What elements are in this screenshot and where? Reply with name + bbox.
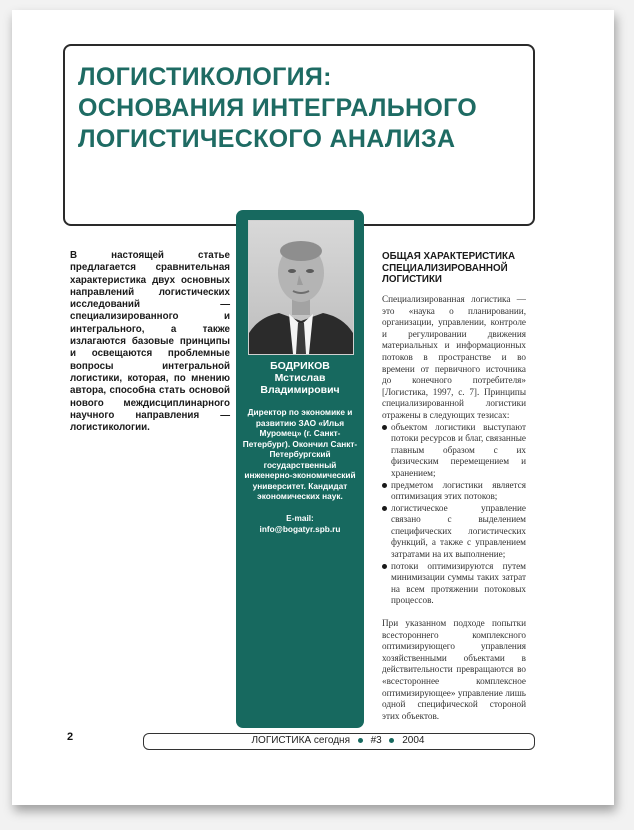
body-paragraph: Специализированная логистика — это «наука о планировании, организации, управлении, контроле и регулировании движения материальных и информационных потоков в пространстве и во времени от первичного источника до конечного потребителя» [Логистика, 1997, с. 7]. Принципы специализированной логистики отражены в следующих тезисах: — [382, 294, 526, 420]
author-patronymic: Владимирович — [260, 384, 340, 396]
email-link[interactable]: info@bogatyr.spb.ru — [259, 523, 341, 534]
bullet-icon — [382, 564, 387, 569]
author-first-name: Мстислав — [274, 372, 326, 384]
list-item — [382, 480, 526, 503]
list-item — [382, 503, 526, 561]
list-item — [382, 422, 526, 480]
heading-line: СПЕЦИАЛИЗИРОВАННОЙ — [382, 262, 508, 274]
body-column — [382, 294, 526, 722]
list-item-text: потоки оптимизируются путем минимизации суммы таких затрат на всем протяжении потоковых процессов. — [391, 560, 526, 606]
thesis-list — [382, 422, 526, 608]
body-paragraph: При указанном подходе попытки всестороннего комплексного оптимизирующего управления хозяйственными объектами в действительности превращаются во «всестороннее комплексное оптимизирующее» управление лишь одной специфической стороной этих объектов. — [382, 618, 526, 721]
list-item-text: логистическое управление связано с выделением специфических логистических функций, а также с управлением затратами на их выполнение; — [391, 502, 526, 560]
article-abstract: В настоящей статье предлагается сравнительная характеристика двух основных направлений логистических исследований — специализированного и интегрального, а также излагаются базовые принципы и освещаются проблемные вопросы интегральной логистики, которая, по мнению автора, способна стать основой нового междисциплинарного научного направления — логистикологии. — [70, 250, 230, 434]
article-title — [78, 62, 518, 155]
title-line: ЛОГИСТИКОЛОГИЯ: — [78, 63, 332, 91]
title-line: ОСНОВАНИЯ ИНТЕГРАЛЬНОГО — [78, 94, 477, 122]
email-label: E-mail: — [286, 513, 314, 523]
separator-dot-icon — [389, 738, 394, 743]
author-bio: Директор по экономике и развитию ЗАО «Илья Муромец» (г. Санкт-Петербург). Окончил Санкт-Петербургский государственный инженерно-экономический университет. Кандидат экономических наук. — [242, 407, 358, 501]
list-item — [382, 561, 526, 607]
bullet-icon — [382, 425, 387, 430]
issue-year: 2004 — [402, 735, 425, 746]
list-item-text: предметом логистики является оптимизация этих потоков; — [391, 479, 526, 502]
author-photo — [248, 220, 354, 355]
heading-line: ЛОГИСТИКИ — [382, 274, 442, 285]
bullet-icon — [382, 483, 387, 488]
author-surname: БОДРИКОВ — [270, 360, 330, 372]
page-number: 2 — [67, 731, 74, 743]
author-name — [236, 360, 364, 396]
section-heading — [382, 251, 542, 286]
bullet-icon — [382, 506, 387, 511]
portrait-image — [249, 221, 353, 354]
title-line: ЛОГИСТИЧЕСКОГО АНАЛИЗА — [78, 125, 456, 153]
issue-number: #3 — [370, 735, 382, 746]
heading-line: ОБЩАЯ ХАРАКТЕРИСТИКА — [382, 251, 516, 262]
journal-name: ЛОГИСТИКА сегодня — [251, 735, 350, 746]
list-item-text: объектом логистики выступают потоки ресурсов и благ, связанные главным образом с их физическим перемещением и хранением; — [391, 421, 526, 478]
separator-dot-icon — [358, 738, 363, 743]
author-contact — [236, 513, 364, 534]
running-footer — [143, 735, 533, 746]
